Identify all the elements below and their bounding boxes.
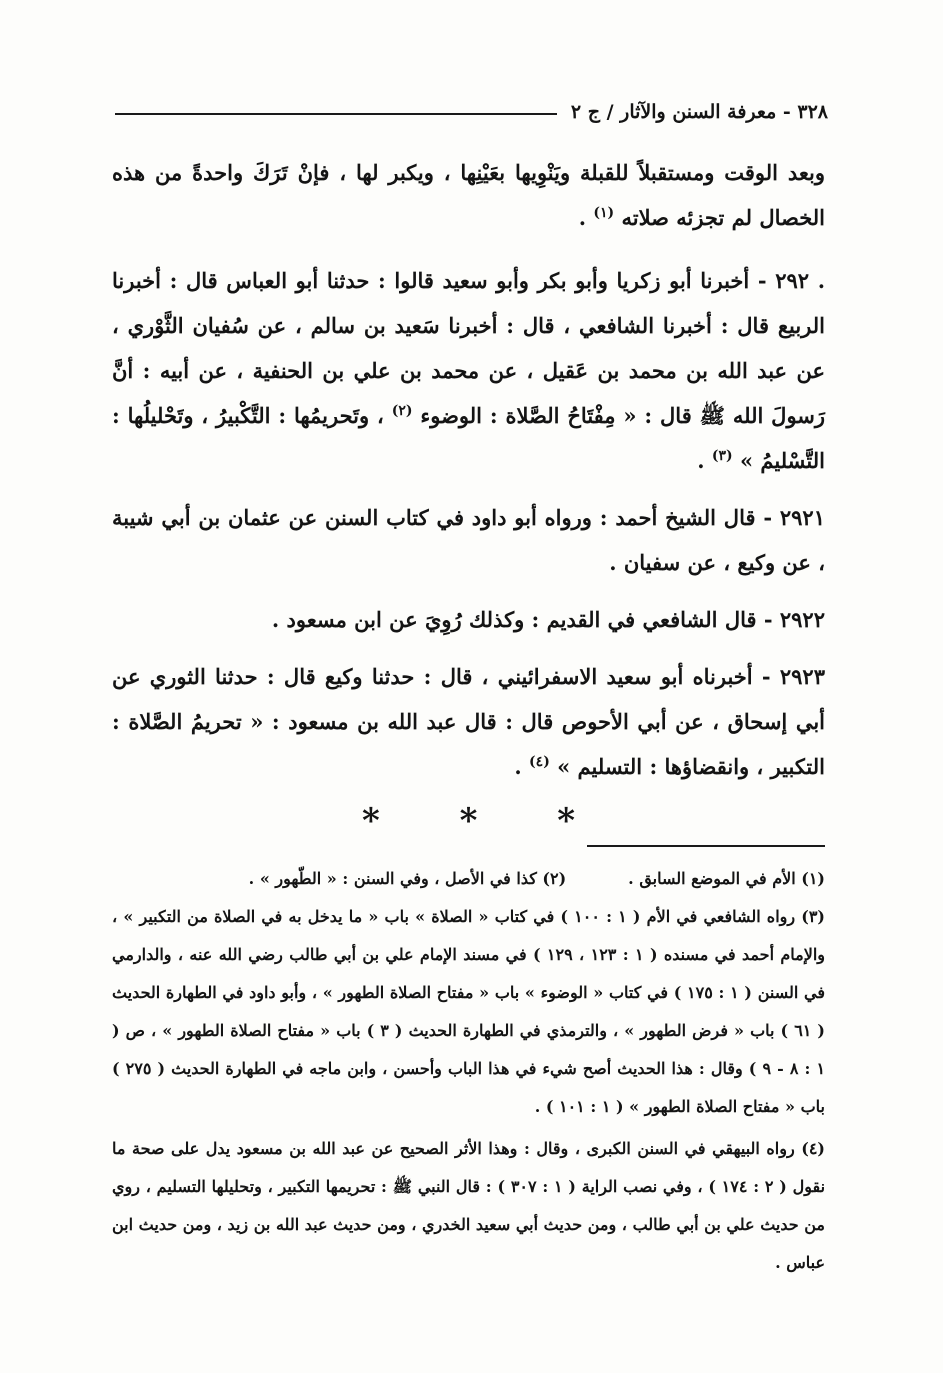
paragraph-2920 [112, 258, 825, 483]
footnote-ref-3[interactable]: (٣) [711, 448, 733, 464]
footnote-ref-4[interactable]: (٤) [529, 754, 550, 770]
footnote-3-block [112, 898, 825, 1126]
footnote-4-block [112, 1130, 825, 1282]
end-dot: . [578, 205, 587, 230]
paragraph-intro [112, 150, 825, 240]
footnote-2: (٢) كذا في الأصل ، وفي السنن : « الطّهور » . [248, 869, 567, 888]
main-text [112, 150, 825, 841]
paragraph-2920-continued: ، وتَحريمُها : التَّكْبيرُ ، وتَحْليلُها : التَّسْليمُ » [112, 403, 825, 473]
running-header: ٣٢٨ - معرفة السنن والآثار / ج ٢ [570, 101, 828, 123]
end-dot: . [697, 448, 705, 473]
footnote-4: (٤) رواه البيهقي في السنن الكبرى ، وقال : وهذا الأثر الصحيح عن عبد الله بن مسعود يدل على صحة ما نقول ( ٢ : ١٧٤ ) ، وفي نصب الراية ( ١ : ٣٠٧ ) : قال النبي ﷺ : تحريمها التكبير ، وتحليلها التسليم ، روي من حديث علي بن أبي طالب ، ومن حديث أبي سعيد الخدري ، ومن حديث عبد الله بن زيد ، ومن حديث ابن عباس . [112, 1139, 826, 1272]
footnotes [112, 860, 825, 1286]
header-rule [115, 113, 557, 115]
footnote-ref-2[interactable]: (٢) [391, 403, 413, 419]
paragraph-2922: ٢٩٢٢ - قال الشافعي في القديم : وكذلك رُوِيَ عن ابن مسعود . [271, 607, 825, 632]
section-divider-stars: * * * [361, 801, 609, 841]
paragraph-2921: ٢٩٢١ - قال الشيخ أحمد : ورواه أبو داود في كتاب السنن عن عثمان بن أبي شيبة ، عن وكيع ، عن سفيان . [112, 505, 825, 575]
footnote-3: (٣) رواه الشافعي في الأم ( ١ : ١٠٠ ) في كتاب « الصلاة » باب « ما يدخل به في الصلاة من التكبير » ، والإمام أحمد في مسنده ( ١ : ١٢٣ ، ١٢٩ ) في مسند الإمام علي بن أبي طالب رضي الله عنه ، والدارمي في السنن ( ١ : ١٧٥ ) في كتاب « الوضوء » باب « مفتاح الصلاة الطهور » ، وأبو داود في الطهارة الحديث ( ٦١ ) باب « فرض الطهور » ، والترمذي في الطهارة الحديث ( ٣ ) باب « مفتاح الصلاة الطهور » ، ص ( ١ : ٨ - ٩ ) وقال : هذا الحديث أصح شيء في هذا الباب وأحسن ، وابن ماجه في الطهارة الحديث ( ٢٧٥ ) باب « مفتاح الصلاة الطهور » ( ١ : ١٠١ ) . [112, 907, 826, 1116]
paragraph-2920-text: . ٢٩٢ - أخبرنا أبو زكريا وأبو بكر وأبو سعيد قالوا : حدثنا أبو العباس قال : أخبرنا الربيع قال : أخبرنا الشافعي ، قال : أخبرنا سَعيد بن سالم ، عن سُفيان الثَّوْري ، عن عبد الله بن محمد بن عَقيل ، عن محمد بن علي بن الحنفية ، عن أبيه : أنَّ رَسولَ الله ﷺ قال : « مِفْتَاحُ الصَّلاة : الوضوء [112, 268, 826, 428]
footnote-1: (١) الأم في الموضع السابق . [628, 869, 825, 888]
paragraph-2923-text: ٢٩٢٣ - أخبرناه أبو سعيد الاسفرائيني ، قال : حدثنا وكيع قال : حدثنا الثوري عن أبي إسحاق ، عن أبي الأحوص قال : قال عبد الله بن مسعود : « تحريمُ الصَّلاة : التكبير ، وانقضاؤها : التسليم » [112, 664, 825, 779]
paragraph-intro-text: وبعد الوقت ومستقبلاً للقبلة ويَنْوِيها بعَيْنِها ، ويكبر لها ، فإنْ تَرَكَ واحدةً من هذه الخصال لم تجزئه صلاته [112, 160, 825, 230]
footnote-ref-1[interactable]: (١) [593, 205, 615, 221]
footnote-separator [587, 845, 825, 847]
page-header [115, 94, 828, 130]
footnotes-1-2 [112, 860, 825, 898]
end-dot: . [514, 754, 522, 779]
paragraph-2923 [112, 654, 825, 789]
